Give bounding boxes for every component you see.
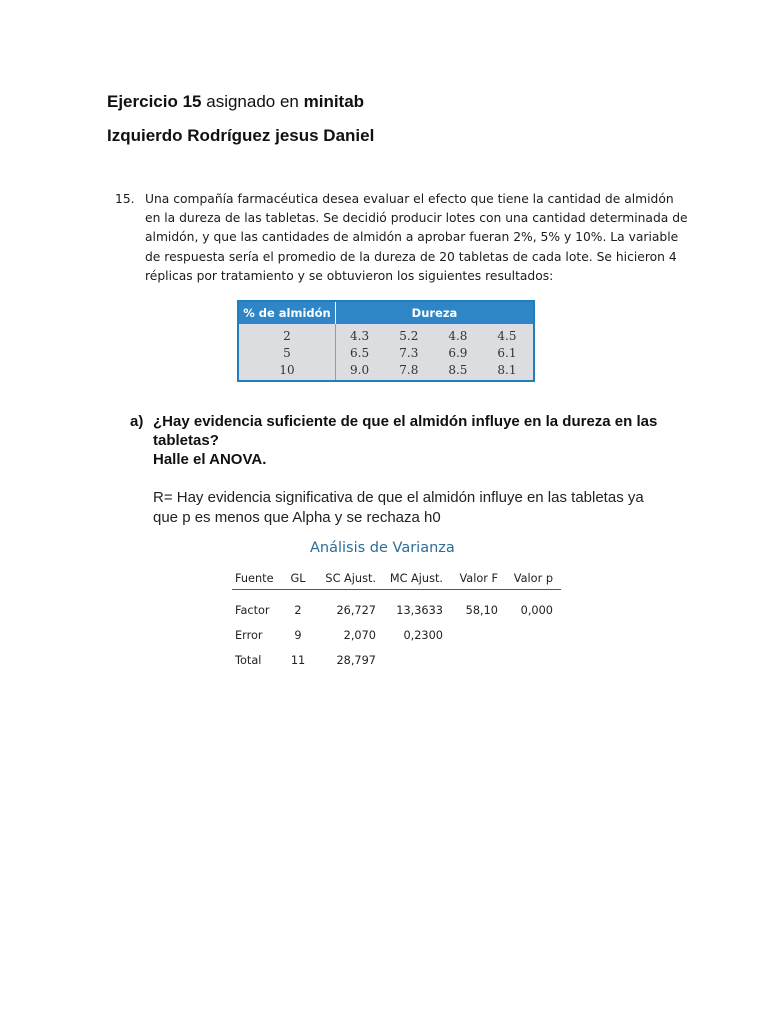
table-cell: 5: [238, 344, 336, 361]
question-line: tabletas?: [153, 432, 219, 449]
anova-table: [232, 570, 561, 673]
table-row: [238, 324, 534, 344]
table-cell: 2: [238, 324, 336, 344]
table-cell: 13,3633: [396, 604, 443, 617]
table-cell: Factor: [235, 604, 270, 617]
question-text: [153, 412, 673, 469]
almidon-header: % de almidón: [238, 301, 336, 324]
table-cell: 11: [290, 654, 306, 667]
problem-line: en la dureza de las tabletas. Se decidió producir lotes con una cantidad determinada de: [145, 211, 688, 226]
question-line: ¿Hay evidencia suficiente de que el almidón influye en la dureza en las: [153, 413, 658, 430]
table-cell: 2,070: [343, 629, 376, 642]
answer-line: R= Hay evidencia significativa de que el almidón influye en las tabletas ya: [153, 489, 644, 506]
problem-line: almidón, y que las cantidades de almidón a aprobar fueran 2%, 5% y 10%. La variable: [145, 230, 679, 245]
anova-header-row: [232, 570, 561, 590]
exercise-title-part3: minitab: [303, 92, 365, 111]
table-cell: [501, 648, 561, 673]
table-cell: 6.9: [448, 345, 468, 360]
table-cell: 0,000: [520, 604, 553, 617]
table-row: [238, 344, 534, 361]
table-cell: 10: [238, 361, 336, 381]
table-cell: [446, 648, 501, 673]
column-header: GL: [287, 570, 309, 590]
table-row: [232, 648, 561, 673]
exercise-title-part2: asignado en: [201, 92, 304, 111]
exercise-title-part1: Ejercicio 15: [107, 92, 202, 111]
problem-line: réplicas por tratamiento y se obtuvieron los siguientes resultados:: [145, 268, 554, 283]
column-header: SC Ajust.: [309, 570, 379, 590]
table-cell: [379, 648, 446, 673]
table-cell: 8.1: [497, 362, 517, 377]
problem-number: 15.: [115, 192, 135, 206]
answer-text: [153, 488, 673, 528]
table-row: [232, 623, 561, 648]
answer-line: que p es menos que Alpha y se rechaza h0: [153, 509, 441, 526]
dureza-header: Dureza: [336, 301, 535, 324]
table-cell: [446, 623, 501, 648]
column-header: Valor p: [501, 570, 561, 590]
table-row: [238, 361, 534, 381]
table-cell: 8.5: [448, 362, 468, 377]
table-cell: 9: [294, 629, 302, 642]
table-cell: 58,10: [465, 604, 498, 617]
dureza-header-row: [238, 301, 534, 324]
table-cell: 28,797: [336, 654, 376, 667]
exercise-title: [107, 92, 364, 112]
column-header: Valor F: [446, 570, 501, 590]
table-cell: Error: [235, 629, 263, 642]
table-cell: 7.8: [399, 362, 419, 377]
problem-line: Una compañía farmacéutica desea evaluar el efecto que tiene la cantidad de almidón: [145, 192, 674, 206]
table-cell: Total: [235, 654, 262, 667]
table-cell: 9.0: [350, 362, 370, 377]
table-row: [232, 590, 561, 624]
anova-title: Análisis de Varianza: [310, 540, 455, 556]
problem-text: [145, 190, 688, 286]
table-cell: 2: [294, 604, 302, 617]
column-header: Fuente: [232, 570, 287, 590]
table-cell: 6.1: [497, 345, 517, 360]
table-cell: 26,727: [336, 604, 376, 617]
question-label: a): [130, 413, 144, 430]
problem-line: de respuesta sería el promedio de la dureza de 20 tabletas de cada lote. Se hicieron 4: [145, 249, 677, 264]
question-line: Halle el ANOVA.: [153, 451, 267, 468]
table-cell: 0,2300: [403, 629, 443, 642]
author-name: Izquierdo Rodríguez jesus Daniel: [107, 126, 375, 145]
table-cell: 4.8: [448, 328, 468, 343]
table-cell: 4.5: [497, 328, 517, 343]
table-cell: 6.5: [350, 345, 370, 360]
table-cell: 5.2: [399, 328, 419, 343]
column-header: MC Ajust.: [379, 570, 446, 590]
dureza-table: [237, 300, 535, 382]
table-cell: 4.3: [350, 328, 370, 343]
table-cell: 7.3: [399, 345, 419, 360]
table-cell: [501, 623, 561, 648]
